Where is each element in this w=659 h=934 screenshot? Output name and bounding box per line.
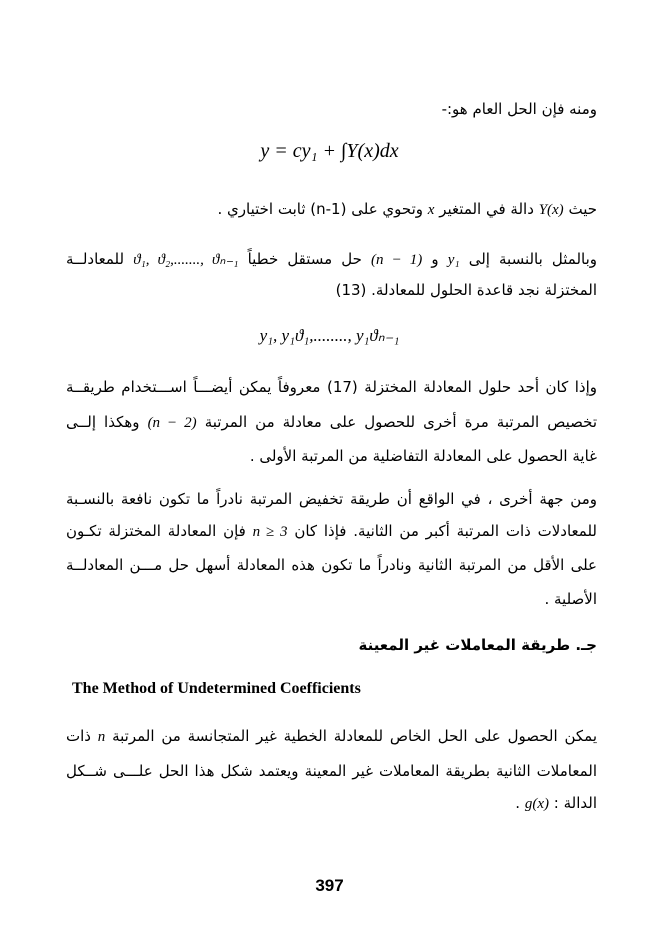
- p2-line-1-text: وإذا كان أحد حلول المعادلة المختزلة (17) معروفاً يمكن أيضـــاً اســـتخدام طريقــة: [66, 378, 597, 396]
- paragraph-3-line-2: [66, 520, 597, 543]
- p3-line-3-text: على الأقل من المرتبة الثانية ونادراً ما تكون هذه المعادلة أسهل حل مـــن المعادلــة: [66, 556, 597, 574]
- intro-text: ومنه فإن الحل العام هو:-: [441, 100, 597, 118]
- paragraph-1-line-2: [66, 279, 597, 301]
- where-text-2: دالة في المتغير: [439, 200, 534, 218]
- section-heading-arabic-text: جـ. طريقة المعاملات غير المعينة: [358, 636, 597, 654]
- p2-text-a: تخصيص المرتبة مرة أخرى للحصول على معادلة من المرتبة: [204, 413, 597, 431]
- intro-line: [66, 98, 597, 120]
- paragraph-2-line-1: [66, 376, 597, 398]
- p4-line-2-text: المعاملات الثانية بطريقة المعاملات غير المعينة ويعتمد شكل هذا الحل علـــى شــكل: [66, 762, 597, 780]
- p1-math-thetas: ϑ₁, ϑ₂,......., ϑₙ₋₁: [133, 252, 239, 268]
- p1-line-2-text: المختزلة نجد قاعدة الحلول للمعادلة. (13): [335, 281, 597, 299]
- paragraph-4-line-3: [66, 792, 597, 815]
- p4-math-n: n: [97, 729, 106, 745]
- paragraph-2-line-2: [66, 411, 597, 434]
- p1-text-b: و: [431, 250, 439, 268]
- paragraph-4-line-1: [66, 725, 597, 748]
- p3-line-4-text: الأصلية .: [544, 590, 597, 608]
- section-heading-english: The Method of Undetermined Coefficients: [72, 680, 361, 697]
- p2-line-3-text: غاية الحصول على المعادلة التفاضلية من المرتبة الأولى .: [249, 447, 597, 465]
- paragraph-3-line-3: [66, 554, 597, 576]
- p3-line-1-text: ومن جهة أخرى ، في الواقع أن طريقة تخفيض المرتبة نادراً ما تكون نافعة بالنسـبة: [66, 490, 597, 508]
- paragraph-4-line-2: [66, 760, 597, 782]
- p3-text-b: فإن المعادلة المختزلة تكـون: [66, 522, 246, 540]
- paragraph-2-line-3: [66, 445, 597, 467]
- p1-math-n1: (n − 1): [371, 252, 423, 268]
- where-text-3: وتحوي على (n-1) ثابت اختياري .: [217, 200, 424, 218]
- p4-text-b: ذات: [66, 727, 91, 745]
- p2-math-n2: (n − 2): [147, 415, 197, 431]
- paragraph-1-line-1: [66, 248, 597, 271]
- p4-text-c: الدالة :: [553, 794, 597, 812]
- p1-text-a: وبالمثل بالنسبة إلى: [468, 250, 598, 268]
- p4-text-a: يمكن الحصول على الحل الخاص للمعادلة الخطية غير المتجانسة من المرتبة: [112, 727, 597, 745]
- p4-text-d: .: [515, 794, 521, 812]
- where-math-x: x: [427, 202, 435, 218]
- p1-math-y1: y₁: [447, 252, 460, 268]
- p2-text-b: وهكذا إلــى: [66, 413, 140, 431]
- paragraph-3-line-4: [66, 588, 597, 610]
- p1-text-c: حل مستقل خطياً: [247, 250, 362, 268]
- p3-text-a: للمعادلات ذات المرتبة أكبر من الثانية. فإذا كان: [294, 522, 597, 540]
- section-heading-arabic: [66, 634, 597, 656]
- paragraph-3-line-1: [66, 488, 597, 510]
- general-solution-equation: y = cy₁ + ∫Y(x)dx: [260, 140, 399, 162]
- page-number: 397: [315, 876, 344, 895]
- p3-math-n-ge-3: n ≥ 3: [252, 524, 288, 540]
- where-math-Y: Y(x): [538, 202, 564, 218]
- p4-math-gx: g(x): [524, 796, 549, 812]
- where-text-1: حيث: [568, 200, 597, 218]
- solutions-equation: y₁, y₁ϑ₁,........, y₁ϑₙ₋₁: [259, 326, 400, 345]
- p1-text-d: للمعادلــة: [66, 250, 125, 268]
- where-line: [66, 198, 597, 221]
